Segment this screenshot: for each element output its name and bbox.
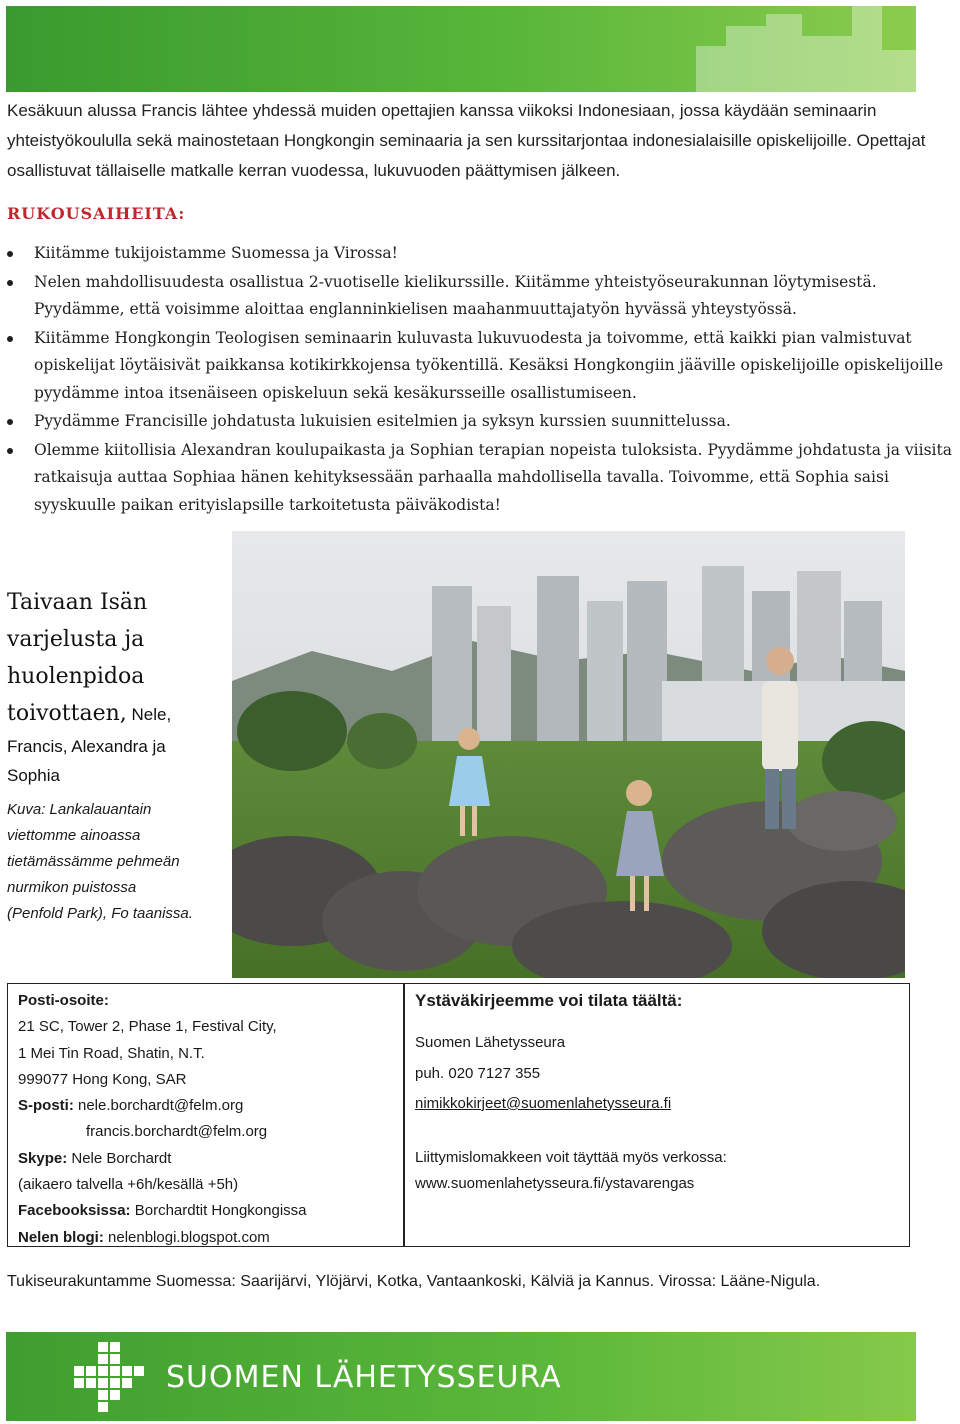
greeting-word: toivottaen,: [7, 701, 127, 726]
address-line: 1 Mei Tin Road, Shatin, N.T.: [18, 1044, 205, 1062]
blog-link[interactable]: nelenblogi.blogspot.com: [103, 1228, 270, 1246]
greeting-line: varjelusta ja: [7, 627, 145, 652]
prayer-item: [7, 408, 957, 436]
prayer-item: [7, 269, 957, 324]
bullet-icon: [7, 448, 13, 454]
bullet-icon: [7, 336, 13, 342]
greeting: [7, 584, 222, 790]
bullet-icon: [7, 280, 13, 286]
intro-paragraph: Kesäkuun alussa Francis lähtee yhdessä muiden opettajien kanssa viikoksi Indonesiaan, jossa käydään seminaarin yhteistyökoululla sekä mainostetaan Hongkongin seminaaria ja sen kurssitarjontaa indonesialaisille opiskelijoille. Opettajat osallistuvat tällaiselle matkalle kerran vuodessa, lukuvuoden päättymisen jälkeen.: [7, 101, 926, 180]
email-link[interactable]: nele.borchardt@felm.org: [73, 1097, 244, 1115]
footer-banner: [6, 1332, 916, 1421]
phone-number: puh. 020 7127 355: [415, 1064, 541, 1082]
blog-label: Nelen blogi:: [18, 1228, 104, 1246]
greeting-line: huolenpidoa: [7, 664, 145, 689]
bullet-icon: [7, 419, 13, 425]
prayer-item-text: Olemme kiitollisia Alexandran koulupaikasta ja Sophian terapian nopeista tuloksista. Pyydämme johdatusta ja viisita ratkaisuja auttaa Sophiaa hänen kehityksessään parhaalla mahdollisella tavalla. Toivomme, että Sophia saisi syyskuulle paikan erityislapsille tarkoitetusta päiväkodista!: [34, 440, 952, 514]
prayer-item-text: Kiitämme tukijoistamme Suomessa ja Virossa!: [34, 244, 398, 262]
timezone-note: (aikaero talvella +6h/kesällä +5h): [18, 1176, 239, 1194]
greeting-names: Francis, Alexandra ja: [7, 737, 166, 756]
prayer-item: [7, 325, 957, 408]
prayer-item: [7, 240, 957, 268]
greeting-line: [7, 695, 222, 732]
skype-value: Nele Borchardt: [67, 1149, 172, 1167]
org-name: Suomen Lähetysseura: [415, 1034, 566, 1052]
address-line: 999077 Hong Kong, SAR: [18, 1070, 187, 1088]
caption-line: tietämässämme pehmeän: [7, 853, 180, 870]
greeting-line: Taivaan Isän: [7, 590, 148, 615]
address-line: 21 SC, Tower 2, Phase 1, Festival City,: [18, 1018, 277, 1036]
contact-box: [7, 983, 404, 1247]
photo-caption: [7, 797, 227, 927]
subscribe-title: Ystäväkirjeemme voi tilata täältä:: [415, 991, 683, 1010]
prayer-item-text: Pyydämme Francisille johdatusta lukuisien esitelmien ja syksyn kurssien suunnittelussa.: [34, 412, 731, 430]
park-photo-illustration: [232, 531, 905, 978]
form-text: Liittymislomakkeen voit täyttää myös verkossa:: [415, 1149, 727, 1167]
caption-line: nurmikon puistossa: [7, 879, 137, 896]
greeting-names: Sophia: [7, 766, 60, 785]
caption-line: (Penfold Park), Fo taanissa.: [7, 905, 193, 922]
greeting-names: Nele,: [126, 705, 172, 724]
facebook-label: Facebooksissa:: [18, 1202, 131, 1220]
facebook-value: Borchardtit Hongkongissa: [130, 1202, 307, 1220]
top-banner: [6, 6, 916, 92]
email-label: S-posti:: [18, 1097, 74, 1115]
prayer-item-text: Nelen mahdollisuudesta osallistua 2-vuotiselle kielikurssille. Kiitämme yhteistyöseurakunnan löytymisestä. Pyydämme, että voisimme aloittaa englanninkielisen maahanmuuttajatyön hyvässä yhteystyössä.: [34, 272, 877, 318]
skype-label: Skype:: [18, 1149, 68, 1167]
support-parishes: Tukiseurakuntamme Suomessa: Saarijärvi, Ylöjärvi, Kotka, Vantaankoski, Kälviä ja Kannus. Virossa: Lääne-Nigula.: [7, 1273, 821, 1290]
prayer-list: [7, 240, 957, 520]
caption-line: viettomme ainoassa: [7, 827, 141, 844]
subscribe-url-link[interactable]: www.suomenlahetysseura.fi/ystavarengas: [415, 1175, 695, 1193]
footer-logo-text: SUOMEN LÄHETYSSEURA: [166, 1360, 562, 1395]
prayer-heading: RUKOUSAIHEITA:: [7, 204, 186, 223]
caption-line: Kuva: Lankalauantain: [7, 801, 152, 818]
subscribe-box: [404, 983, 910, 1247]
email-link[interactable]: francis.borchardt@felm.org: [86, 1123, 268, 1141]
prayer-item-text: Kiitämme Hongkongin Teologisen seminaarin kuluvasta lukuvuodesta ja toivomme, että kaikki pian valmistuvat opiskelijat löytäisivät paikkansa kotikirkkojensa työkentillä. Kesäksi Hongkongiin jääville opiskelijoille opiskelijoille pyydämme intoa itsenäiseen opiskeluun sekä kesäkursseille osallistumiseen.: [34, 328, 944, 402]
cross-logo-icon: [68, 1342, 148, 1412]
address-label: Posti-osoite:: [18, 992, 109, 1009]
family-photo: [232, 531, 905, 978]
bullet-icon: [7, 251, 13, 257]
subscribe-email-link[interactable]: nimikkokirjeet@suomenlahetysseura.fi: [415, 1094, 672, 1112]
prayer-item: [7, 437, 957, 520]
